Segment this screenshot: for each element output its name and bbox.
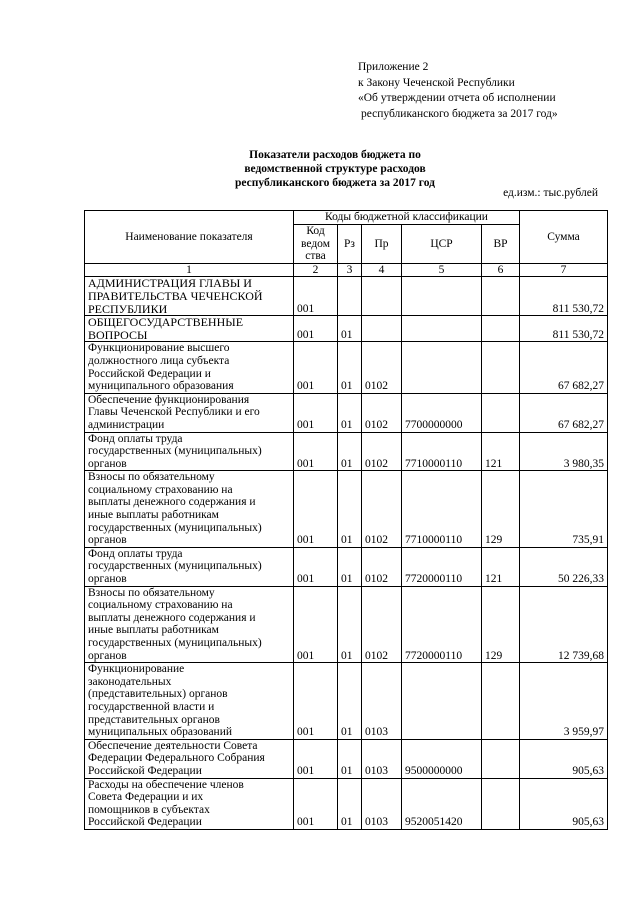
row-pr: 0103 xyxy=(362,778,402,829)
table-row xyxy=(85,778,608,829)
row-rz: 01 xyxy=(338,778,362,829)
row-name-line: Российской Федерации xyxy=(88,764,202,777)
row-name-line: иные выплаты работникам xyxy=(88,509,219,522)
row-pr: 0102 xyxy=(362,393,402,432)
table-row xyxy=(85,432,608,471)
row-name-line: органов xyxy=(88,534,127,547)
row-rz: 01 xyxy=(338,316,362,342)
row-csr: 9520051420 xyxy=(402,778,482,829)
row-name-line: выплаты денежного содержания и xyxy=(88,611,256,624)
row-ved: 001 xyxy=(294,586,338,663)
row-ved: 001 xyxy=(294,316,338,342)
row-csr: 7700000000 xyxy=(402,393,482,432)
row-name-line: (представительных) органов xyxy=(88,688,228,701)
table-row xyxy=(85,547,608,586)
annex-line-1: Приложение 2 xyxy=(358,61,429,73)
row-name-line: Расходы на обеспечение членов xyxy=(88,778,244,791)
row-csr xyxy=(402,342,482,393)
row-name-line: Федерации Федерального Собрания xyxy=(88,752,265,765)
row-name-line: выплаты денежного содержания и xyxy=(88,496,256,509)
row-rz: 01 xyxy=(338,471,362,548)
col-number-4: 4 xyxy=(362,263,402,277)
row-name-line: ОБЩЕГОСУДАРСТВЕННЫЕ xyxy=(88,315,244,330)
row-pr: 0102 xyxy=(362,586,402,663)
header-ved-line-2: ведом xyxy=(301,237,330,250)
col-number-1: 1 xyxy=(85,263,294,277)
col-number-6: 6 xyxy=(482,263,520,277)
row-csr xyxy=(402,277,482,316)
row-name-line: законодательных xyxy=(88,675,172,688)
row-rz: 01 xyxy=(338,739,362,778)
row-vr xyxy=(482,277,520,316)
row-name xyxy=(85,393,294,432)
row-vr xyxy=(482,342,520,393)
header-pr: Пр xyxy=(362,225,402,264)
row-name-line: Взносы по обязательному xyxy=(88,586,215,599)
row-name xyxy=(85,663,294,740)
row-name xyxy=(85,471,294,548)
row-pr: 0102 xyxy=(362,432,402,471)
row-name-line: АДМИНИСТРАЦИЯ ГЛАВЫ И xyxy=(88,276,252,291)
row-pr: 0102 xyxy=(362,547,402,586)
row-name-line: органов xyxy=(88,649,127,662)
row-csr: 9500000000 xyxy=(402,739,482,778)
table-row xyxy=(85,277,608,316)
header-ved-line-1: Код xyxy=(306,225,325,237)
row-name-line: Взносы по обязательному xyxy=(88,471,215,484)
row-name-line: Функционирование высшего xyxy=(88,342,230,355)
row-name xyxy=(85,342,294,393)
col-number-3: 3 xyxy=(338,263,362,277)
row-csr: 7720000110 xyxy=(402,547,482,586)
row-vr: 129 xyxy=(482,471,520,548)
row-sum: 735,91 xyxy=(520,471,608,548)
unit-label: ед.изм.: тыс.рублей xyxy=(503,187,598,199)
row-vr: 129 xyxy=(482,586,520,663)
table-row xyxy=(85,586,608,663)
row-name-line: муниципального образования xyxy=(88,380,234,393)
row-name-line: должностного лица субъекта xyxy=(88,354,230,367)
row-name-line: Российской Федерации xyxy=(88,816,202,829)
annex-header xyxy=(358,60,558,122)
row-name-line: Фонд оплаты труда xyxy=(88,547,183,560)
row-csr: 7710000110 xyxy=(402,471,482,548)
col-number-7: 7 xyxy=(520,263,608,277)
row-ved: 001 xyxy=(294,778,338,829)
row-name-line: государственных (муниципальных) xyxy=(88,445,262,458)
annex-line-2: к Закону Чеченской Республики xyxy=(358,76,515,89)
row-sum: 67 682,27 xyxy=(520,342,608,393)
row-name xyxy=(85,547,294,586)
row-name-line: государственных (муниципальных) xyxy=(88,560,262,573)
header-codes-group: Коды бюджетной классификации xyxy=(294,211,520,225)
row-name-line: социальному страхованию на xyxy=(88,483,233,496)
row-rz: 01 xyxy=(338,547,362,586)
row-ved: 001 xyxy=(294,663,338,740)
row-name-line: Главы Чеченской Республики и его xyxy=(88,406,260,419)
row-name xyxy=(85,778,294,829)
row-name-line: Обеспечение деятельности Совета xyxy=(88,739,258,752)
title-line-3: республиканского бюджета за 2017 год xyxy=(235,177,435,189)
row-name-line: государственных (муниципальных) xyxy=(88,637,262,649)
annex-line-4: республиканского бюджета за 2017 год» xyxy=(361,107,558,120)
row-pr: 0102 xyxy=(362,471,402,548)
row-sum: 3 980,35 xyxy=(520,432,608,471)
row-name-line: государственной власти и xyxy=(88,700,215,713)
row-sum: 905,63 xyxy=(520,739,608,778)
row-pr: 0103 xyxy=(362,739,402,778)
row-rz: 01 xyxy=(338,663,362,740)
row-vr: 121 xyxy=(482,547,520,586)
row-name-line: государственных (муниципальных) xyxy=(88,521,262,534)
row-name-line: социальному страхованию на xyxy=(88,599,233,612)
table-body xyxy=(85,277,608,830)
row-pr xyxy=(362,277,402,316)
row-csr: 7720000110 xyxy=(402,586,482,663)
table-row xyxy=(85,342,608,393)
header-vr: ВР xyxy=(482,225,520,264)
row-rz xyxy=(338,277,362,316)
row-sum: 811 530,72 xyxy=(520,316,608,342)
row-ved: 001 xyxy=(294,277,338,316)
row-vr xyxy=(482,663,520,740)
budget-table xyxy=(84,210,608,830)
row-name-line: ВОПРОСЫ xyxy=(88,327,148,342)
row-ved: 001 xyxy=(294,547,338,586)
row-name-line: помощников в субъектах xyxy=(88,803,210,816)
row-name-line: органов xyxy=(88,573,127,586)
row-pr xyxy=(362,316,402,342)
row-name-line: представительных органов xyxy=(88,713,220,726)
table-row xyxy=(85,316,608,342)
document-title xyxy=(190,148,480,190)
row-ved: 001 xyxy=(294,739,338,778)
table-row xyxy=(85,393,608,432)
row-ved: 001 xyxy=(294,471,338,548)
header-sum: Сумма xyxy=(520,211,608,264)
row-name-line: Обеспечение функционирования xyxy=(88,393,250,406)
row-name-line: органов xyxy=(88,457,127,470)
row-pr: 0103 xyxy=(362,663,402,740)
row-name-line: РЕСПУБЛИКИ xyxy=(88,301,168,316)
row-rz: 01 xyxy=(338,342,362,393)
row-ved: 001 xyxy=(294,432,338,471)
header-ved xyxy=(294,225,338,264)
row-name xyxy=(85,277,294,316)
row-vr xyxy=(482,393,520,432)
row-name-line: Функционирование xyxy=(88,663,185,676)
row-name-line: Фонд оплаты труда xyxy=(88,432,183,445)
row-name-line: иные выплаты работникам xyxy=(88,624,219,637)
row-vr xyxy=(482,739,520,778)
row-name-line: Совета Федерации и их xyxy=(88,791,204,804)
row-rz: 01 xyxy=(338,393,362,432)
row-sum: 811 530,72 xyxy=(520,277,608,316)
row-name-line: администрации xyxy=(88,418,165,431)
row-sum: 905,63 xyxy=(520,778,608,829)
column-number-row xyxy=(85,263,608,277)
table-row xyxy=(85,663,608,740)
row-rz: 01 xyxy=(338,586,362,663)
row-rz: 01 xyxy=(338,432,362,471)
row-name xyxy=(85,432,294,471)
row-csr xyxy=(402,663,482,740)
row-name-line: ПРАВИТЕЛЬСТВА ЧЕЧЕНСКОЙ xyxy=(88,288,263,303)
row-sum: 50 226,33 xyxy=(520,547,608,586)
row-name xyxy=(85,316,294,342)
header-rz: Рз xyxy=(338,225,362,264)
annex-line-3: «Об утверждении отчета об исполнении xyxy=(358,92,556,104)
header-name: Наименование показателя xyxy=(85,211,294,264)
row-pr: 0102 xyxy=(362,342,402,393)
row-name xyxy=(85,586,294,663)
row-vr xyxy=(482,316,520,342)
header-ved-line-3: ства xyxy=(305,250,326,263)
row-name-line: муниципальных образований xyxy=(88,726,233,739)
table-row xyxy=(85,471,608,548)
row-sum: 12 739,68 xyxy=(520,586,608,663)
header-row-1 xyxy=(85,211,608,225)
header-csr: ЦСР xyxy=(402,225,482,264)
row-sum: 3 959,97 xyxy=(520,663,608,740)
row-vr: 121 xyxy=(482,432,520,471)
row-name-line: Российской Федерации и xyxy=(88,367,211,380)
row-csr: 7710000110 xyxy=(402,432,482,471)
row-vr xyxy=(482,778,520,829)
table-row xyxy=(85,739,608,778)
row-ved: 001 xyxy=(294,342,338,393)
title-line-1: Показатели расходов бюджета по xyxy=(249,149,421,161)
row-name xyxy=(85,739,294,778)
col-number-2: 2 xyxy=(294,263,338,277)
row-sum: 67 682,27 xyxy=(520,393,608,432)
row-csr xyxy=(402,316,482,342)
title-line-2: ведомственной структуре расходов xyxy=(244,163,426,175)
row-ved: 001 xyxy=(294,393,338,432)
col-number-5: 5 xyxy=(402,263,482,277)
